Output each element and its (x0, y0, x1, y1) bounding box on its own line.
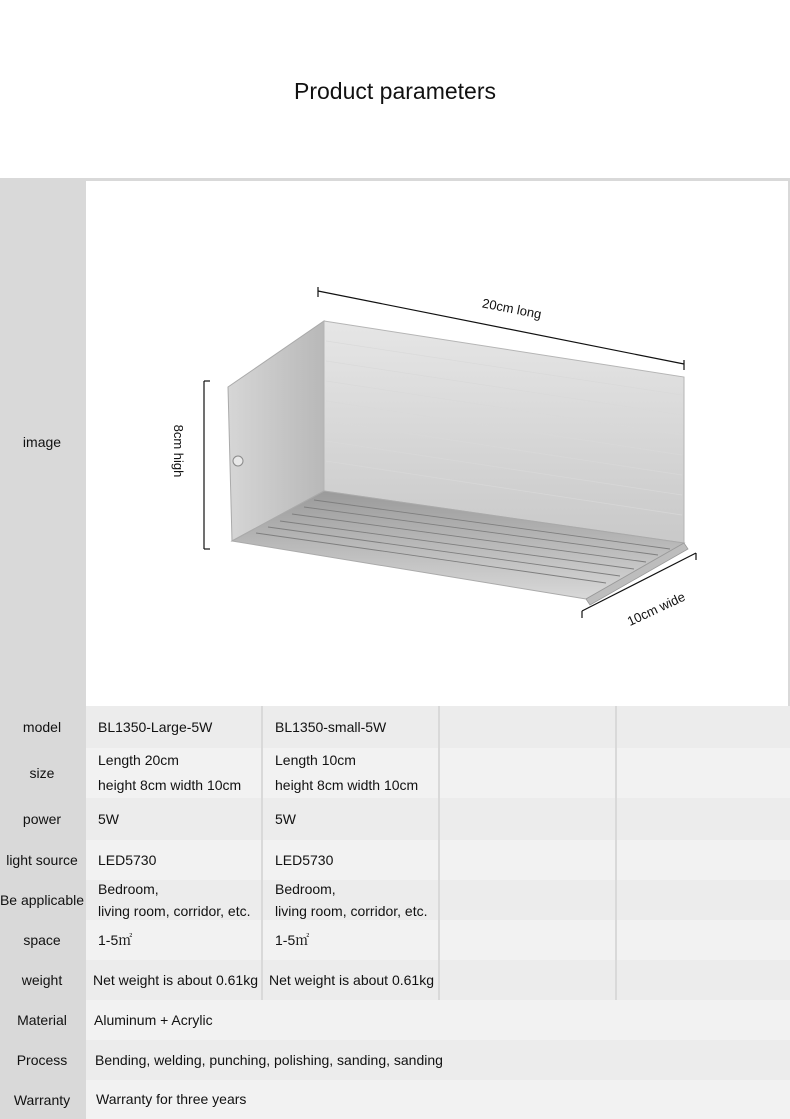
power-large-value: 5W (98, 810, 119, 827)
material-label: Material (17, 1012, 67, 1028)
size-small-cell (263, 748, 438, 798)
light-source-row (0, 840, 790, 880)
applicable-large-line2: living room, corridor, etc. (98, 903, 251, 919)
weight-empty-cell (440, 960, 615, 1000)
model-row (0, 706, 790, 748)
size-large-cell (86, 748, 261, 798)
size-small-line1: Length 10cm (275, 752, 356, 768)
size-empty-cell (440, 748, 615, 798)
applicable-small-cell (263, 880, 438, 920)
power-row (0, 798, 790, 840)
process-value: Bending, welding, punching, polishing, sanding, sanding (95, 1051, 443, 1068)
light-source-empty-cell (617, 840, 790, 880)
image-row-label: image (22, 434, 62, 450)
process-label: Process (16, 1052, 68, 1068)
product-image (86, 181, 788, 706)
height-dimension-label: 8cm high (171, 424, 186, 478)
size-empty-cell (617, 748, 790, 798)
weight-small-value: Net weight is about 0.61kg (269, 971, 434, 988)
image-row (0, 178, 790, 706)
light-source-empty-cell (440, 840, 615, 880)
weight-small-cell (263, 960, 438, 1000)
spec-table (0, 178, 790, 1119)
applicable-row (0, 880, 790, 920)
warranty-row (0, 1080, 790, 1119)
applicable-empty-cell (440, 880, 615, 920)
space-label: space (23, 932, 61, 948)
model-small-cell (263, 706, 438, 748)
applicable-small-line2: living room, corridor, etc. (275, 903, 428, 919)
model-small-value: BL1350-small-5W (275, 718, 387, 735)
light-source-label: light source (6, 852, 78, 868)
wall-lamp-illustration (86, 181, 788, 706)
weight-row (0, 960, 790, 1000)
material-row (0, 1000, 790, 1040)
width-dimension-label: 10cm wide (624, 588, 688, 629)
applicable-label: Be applicable (0, 892, 85, 908)
weight-large-value: Net weight is about 0.61kg (93, 971, 258, 988)
process-row (0, 1040, 790, 1080)
weight-large-cell (86, 960, 261, 1000)
model-large-value: BL1350-Large-5W (98, 718, 213, 735)
power-large-cell (86, 798, 261, 840)
model-label: model (0, 706, 84, 748)
model-large-cell (86, 706, 261, 748)
weight-label: weight (21, 972, 63, 988)
applicable-large-cell (86, 880, 261, 920)
space-row (0, 920, 790, 960)
size-row (0, 748, 790, 798)
screw-icon (233, 456, 243, 466)
light-source-large-cell (86, 840, 261, 880)
model-empty-cell (617, 706, 790, 748)
space-empty-cell (617, 920, 790, 960)
length-dimension-label: 20cm long (480, 295, 543, 322)
size-label: size (29, 765, 55, 781)
space-small-cell (263, 920, 438, 960)
power-empty-cell (440, 798, 615, 840)
power-small-cell (263, 798, 438, 840)
light-source-small-cell (263, 840, 438, 880)
material-value: Aluminum + Acrylic (94, 1011, 213, 1028)
model-empty-cell (440, 706, 615, 748)
power-empty-cell (617, 798, 790, 840)
power-label: power (22, 811, 62, 827)
size-small-line2: height 8cm width 10cm (275, 777, 419, 793)
applicable-large-line1: Bedroom, (98, 881, 159, 897)
space-small-value: 1-5㎡ (275, 931, 310, 948)
space-large-cell (86, 920, 261, 960)
page-title: Product parameters (294, 78, 496, 104)
warranty-label: Warranty (13, 1091, 71, 1108)
size-large-line1: Length 20cm (98, 752, 179, 768)
warranty-value: Warranty for three years (96, 1091, 247, 1107)
warranty-cell (86, 1080, 790, 1119)
material-cell (86, 1000, 790, 1040)
process-cell (86, 1040, 790, 1080)
space-empty-cell (440, 920, 615, 960)
power-small-value: 5W (275, 810, 296, 827)
applicable-empty-cell (617, 880, 790, 920)
weight-empty-cell (617, 960, 790, 1000)
size-large-line2: height 8cm width 10cm (98, 777, 242, 793)
space-large-value: 1-5㎡ (98, 931, 133, 948)
light-source-small-value: LED5730 (275, 851, 334, 868)
applicable-small-line1: Bedroom, (275, 881, 336, 897)
light-source-large-value: LED5730 (98, 851, 157, 868)
